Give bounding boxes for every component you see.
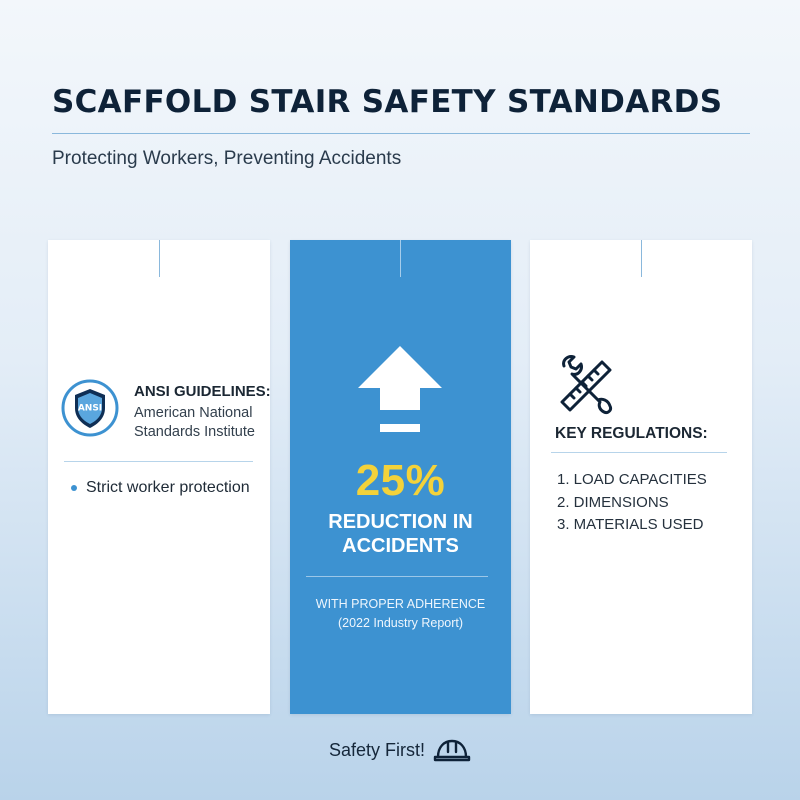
footer <box>0 738 800 762</box>
card-divider <box>306 576 488 577</box>
ansi-subheading: American National Standards Institute <box>134 405 255 440</box>
regulations-card <box>530 240 752 714</box>
regulations-heading: KEY REGULATIONS: <box>555 425 708 442</box>
list-item: 1. LOAD CAPACITIES <box>557 471 707 488</box>
card-connector <box>641 240 642 277</box>
statistic-card <box>290 240 511 714</box>
up-arrow-icon <box>358 346 442 442</box>
card-divider <box>551 452 727 453</box>
list-item: 3. MATERIALS USED <box>557 516 704 533</box>
page-subtitle: Protecting Workers, Preventing Accidents <box>52 148 402 169</box>
hardhat-icon <box>433 738 471 762</box>
card-connector <box>400 240 401 277</box>
stat-value: 25% <box>355 456 446 505</box>
wrench-ruler-icon <box>554 352 618 416</box>
list-item: 2. DIMENSIONS <box>557 493 669 511</box>
footer-text: Safety First! <box>328 739 426 760</box>
regulations-list <box>557 469 707 537</box>
bullet-icon <box>71 485 77 491</box>
card-connector <box>159 240 160 277</box>
shield-badge-text: ANSI <box>77 403 103 414</box>
card-divider <box>64 461 253 462</box>
ansi-heading: ANSI GUIDELINES: <box>134 383 271 400</box>
title-divider <box>52 133 750 134</box>
stat-note-line2: (2022 Industry Report) <box>337 616 464 630</box>
bullet-item: Strict worker protection <box>86 479 250 496</box>
stat-note-line1: WITH PROPER ADHERENCE <box>315 597 486 611</box>
page-title: SCAFFOLD STAIR SAFETY STANDARDS <box>52 84 723 120</box>
stat-note <box>290 595 511 633</box>
stat-label: REDUCTION IN ACCIDENTS <box>328 511 473 557</box>
shield-icon <box>60 378 120 438</box>
ansi-card <box>48 240 270 714</box>
